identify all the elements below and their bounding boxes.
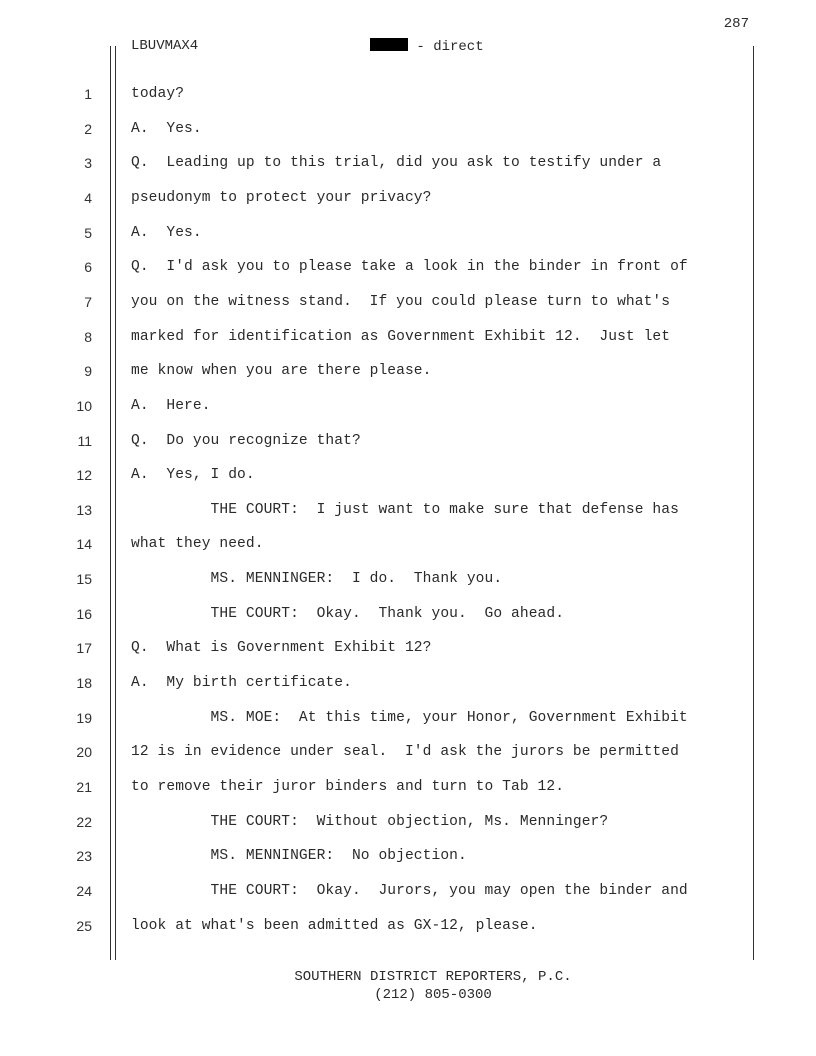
witness-header [370,38,484,55]
transcript-line [0,814,816,849]
transcript-line [0,398,816,433]
line-number: 19 [76,709,92,726]
line-text: Q. Do you recognize that? [131,432,361,449]
transcript-line [0,640,816,675]
line-text: A. Yes. [131,224,202,241]
line-number: 22 [76,813,92,830]
footer-phone: (212) 805-0300 [374,987,492,1003]
line-number: 6 [84,259,92,276]
line-number: 21 [76,779,92,795]
transcript-line [0,363,816,398]
line-text: Q. I'd ask you to please take a look in the binder in front of [131,259,688,276]
line-number: 13 [76,501,92,518]
line-number: 8 [84,328,92,345]
transcript-line [0,467,816,502]
line-text: you on the witness stand. If you could please turn to what's [131,293,671,310]
line-text: me know when you are there please. [131,363,432,380]
line-number: 11 [77,432,92,449]
line-number: 16 [76,605,92,622]
line-text: to remove their juror binders and turn to Tab 12. [131,779,565,795]
redaction-block [370,38,408,51]
transcript-line [0,536,816,571]
transcript-line [0,744,816,779]
page-number: 287 [723,16,749,32]
footer-reporter-name: SOUTHERN DISTRICT REPORTERS, P.C. [294,969,572,985]
line-number: 15 [76,571,92,588]
line-text: today? [131,86,185,102]
line-text: what they need. [131,536,264,553]
transcript-line [0,86,816,121]
transcript-line [0,848,816,883]
line-number: 4 [84,189,92,206]
transcript-line [0,155,816,190]
line-text: look at what's been admitted as GX-12, please. [131,917,538,934]
transcript-line [0,259,816,294]
line-text: A. Yes, I do. [131,467,255,484]
line-number: 18 [76,675,92,692]
line-text: THE COURT: Without objection, Ms. Menninger? [131,813,609,830]
line-number: 20 [76,744,92,761]
line-text: MS. MOE: At this time, your Honor, Government Exhibit [131,709,688,726]
line-number: 23 [76,848,92,865]
transcript-line [0,294,816,329]
line-text: MS. MENNINGER: No objection. [131,848,467,865]
line-text: A. Yes. [131,120,202,137]
transcript-line [0,606,816,641]
transcript-line [0,502,816,537]
line-text: THE COURT: Okay. Jurors, you may open the binder and [131,882,688,899]
transcript-line [0,121,816,156]
transcript-line [0,225,816,260]
line-number: 10 [76,397,92,414]
line-number: 3 [84,155,92,172]
witness-suffix: - direct [408,39,484,55]
transcript-line [0,779,816,814]
line-text: pseudonym to protect your privacy? [131,189,432,206]
line-text: Q. Leading up to this trial, did you ask to testify under a [131,155,662,172]
transcript-line [0,190,816,225]
line-text: THE COURT: I just want to make sure that defense has [131,501,679,518]
line-text: A. My birth certificate. [131,675,352,692]
line-number: 9 [84,363,92,380]
line-text: Q. What is Government Exhibit 12? [131,640,432,657]
transcript-line [0,329,816,364]
line-number: 25 [76,917,92,934]
line-text: MS. MENNINGER: I do. Thank you. [131,571,503,588]
transcript-line [0,571,816,606]
line-number: 1 [84,86,92,102]
transcript-line [0,710,816,745]
transcript-line [0,433,816,468]
line-number: 14 [76,536,92,553]
case-code: LBUVMAX4 [131,38,199,54]
line-text: A. Here. [131,397,211,414]
line-text: 12 is in evidence under seal. I'd ask the jurors be permitted [131,744,679,761]
line-number: 7 [84,293,92,310]
line-text: THE COURT: Okay. Thank you. Go ahead. [131,605,565,622]
line-number: 12 [76,467,92,484]
transcript-line [0,883,816,918]
transcript-line [0,918,816,953]
line-number: 17 [76,640,92,657]
transcript-line [0,675,816,710]
line-number: 2 [84,120,92,137]
line-text: marked for identification as Government Exhibit 12. Just let [131,328,671,345]
line-number: 24 [76,882,92,899]
line-number: 5 [84,224,92,241]
